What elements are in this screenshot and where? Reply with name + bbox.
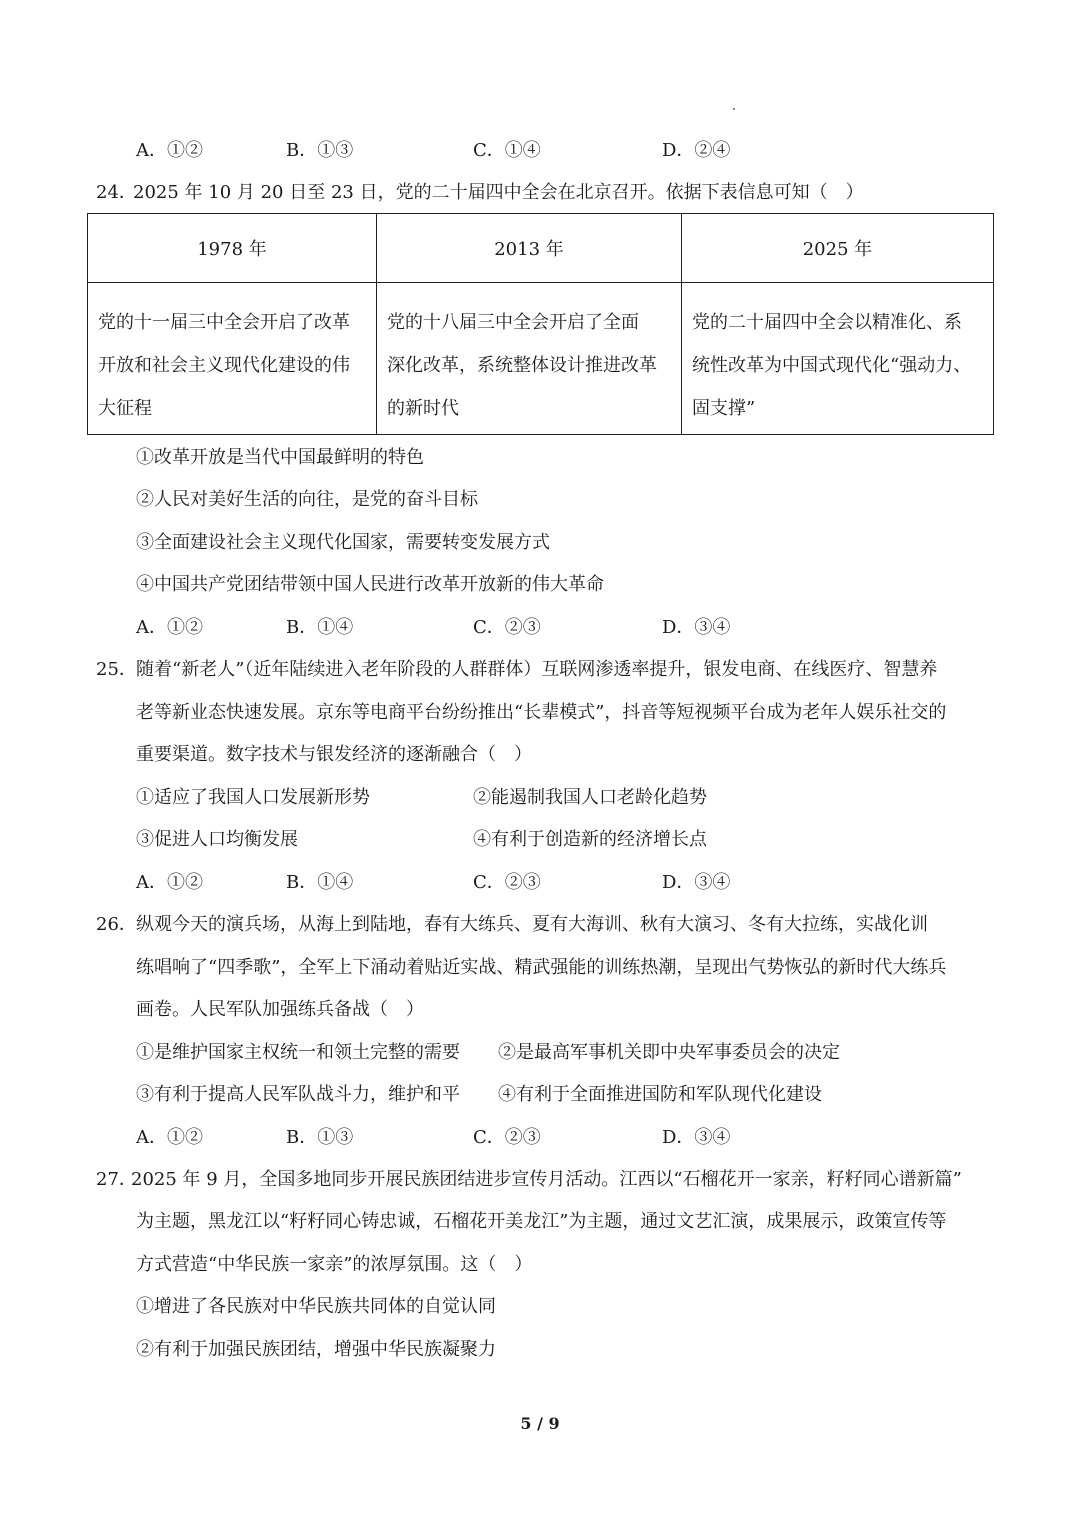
q27-stem-line-1: 2025 年 9 月，全国多地同步开展民族团结进步宣传月活动。江西以“石榴花开一家亲，籽籽同心谱新篇” <box>131 1169 962 1190</box>
q26-number: 26． <box>96 914 137 935</box>
q25-stem-line-1: 随着“新老人”（近年陆续进入老年阶段的人群群体）互联网渗透率提升，银发电商、在线医疗、智慧养 <box>136 659 938 680</box>
q24-statement-3: ③全面建设社会主义现代化国家，需要转变发展方式 <box>136 532 550 553</box>
q24-statement-1: ①改革开放是当代中国最鲜明的特色 <box>136 447 424 468</box>
q23-option-b[interactable]: B．①③ <box>286 140 354 161</box>
q25-option-b[interactable]: B．①④ <box>286 872 354 893</box>
q24-option-a[interactable]: A．①② <box>136 617 203 638</box>
q25-statement-2: ②能遏制我国人口老龄化趋势 <box>473 787 707 808</box>
table-cell-2013: 党的十八届三中全会开启了全面 深化改革，系统整体设计推进改革 的新时代 <box>377 283 682 435</box>
q26-option-a[interactable]: A．①② <box>136 1127 203 1148</box>
table-header-2013: 2013 年 <box>377 214 682 283</box>
q25-statement-4: ④有利于创造新的经济增长点 <box>473 829 707 850</box>
q24-option-b[interactable]: B．①④ <box>286 617 354 638</box>
q24-statement-2: ②人民对美好生活的向往，是党的奋斗目标 <box>136 489 478 510</box>
q26-stem-line-2: 练唱响了“四季歌”，全军上下涌动着贴近实战、精武强能的训练热潮，呈现出气势恢弘的新时代大练兵 <box>136 957 947 978</box>
table-header-1978: 1978 年 <box>88 214 377 283</box>
q26-stem-line-1: 纵观今天的演兵场，从海上到陆地，春有大练兵、夏有大海训、秋有大演习、冬有大拉练，实战化训 <box>136 914 928 935</box>
q24-option-c[interactable]: C．②③ <box>473 617 541 638</box>
q25-option-a[interactable]: A．①② <box>136 872 203 893</box>
q27-number: 27． <box>96 1169 137 1190</box>
table-cell-2025: 党的二十届四中全会以精准化、系 统性改革为中国式现代化“强动力、 固支撑” <box>682 283 994 435</box>
q26-statement-1: ①是维护国家主权统一和领土完整的需要 <box>136 1042 460 1063</box>
q24-number: 24． <box>96 182 137 203</box>
q26-option-b[interactable]: B．①③ <box>286 1127 354 1148</box>
q24-statement-4: ④中国共产党团结带领中国人民进行改革开放新的伟大革命 <box>136 574 604 595</box>
q26-option-c[interactable]: C．②③ <box>473 1127 541 1148</box>
scan-dot <box>733 108 735 110</box>
table-header-2025: 2025 年 <box>682 214 994 283</box>
q25-number: 25． <box>96 659 137 680</box>
q26-statement-4: ④有利于全面推进国防和军队现代化建设 <box>498 1084 822 1105</box>
q23-option-c[interactable]: C．①④ <box>473 140 541 161</box>
q25-statement-1: ①适应了我国人口发展新形势 <box>136 787 370 808</box>
q25-stem-line-2: 老等新业态快速发展。京东等电商平台纷纷推出“长辈模式”，抖音等短视频平台成为老年人娱乐社交的 <box>136 702 947 723</box>
q27-stem-line-3: 方式营造“中华民族一家亲”的浓厚氛围。这（ ） <box>136 1254 533 1275</box>
q25-option-d[interactable]: D．③④ <box>662 872 731 893</box>
q26-stem-line-3: 画卷。人民军队加强练兵备战（ ） <box>136 999 424 1020</box>
page-number: 5 / 9 <box>520 1414 560 1433</box>
q24-option-d[interactable]: D．③④ <box>662 617 731 638</box>
q25-stem-line-3: 重要渠道。数字技术与银发经济的逐渐融合（ ） <box>136 744 532 765</box>
q27-statement-2: ②有利于加强民族团结，增强中华民族凝聚力 <box>136 1339 496 1360</box>
q23-option-d[interactable]: D．②④ <box>662 140 731 161</box>
q24-stem: 2025 年 10 月 20 日至 23 日，党的二十届四中全会在北京召开。依据下表信息可知（ ） <box>133 182 864 203</box>
q26-statement-3: ③有利于提高人民军队战斗力，维护和平 <box>136 1084 460 1105</box>
q25-statement-3: ③促进人口均衡发展 <box>136 829 298 850</box>
q25-option-c[interactable]: C．②③ <box>473 872 541 893</box>
table-cell-1978: 党的十一届三中全会开启了改革 开放和社会主义现代化建设的伟 大征程 <box>88 283 377 435</box>
q27-stem-line-2: 为主题，黑龙江以“籽籽同心铸忠诚，石榴花开美龙江”为主题，通过文艺汇演，成果展示，政策宣传等 <box>136 1211 947 1232</box>
q26-statement-2: ②是最高军事机关即中央军事委员会的决定 <box>498 1042 840 1063</box>
q26-option-d[interactable]: D．③④ <box>662 1127 731 1148</box>
q24-table <box>87 213 994 435</box>
q27-statement-1: ①增进了各民族对中华民族共同体的自觉认同 <box>136 1296 496 1317</box>
q23-option-a[interactable]: A．①② <box>136 140 203 161</box>
